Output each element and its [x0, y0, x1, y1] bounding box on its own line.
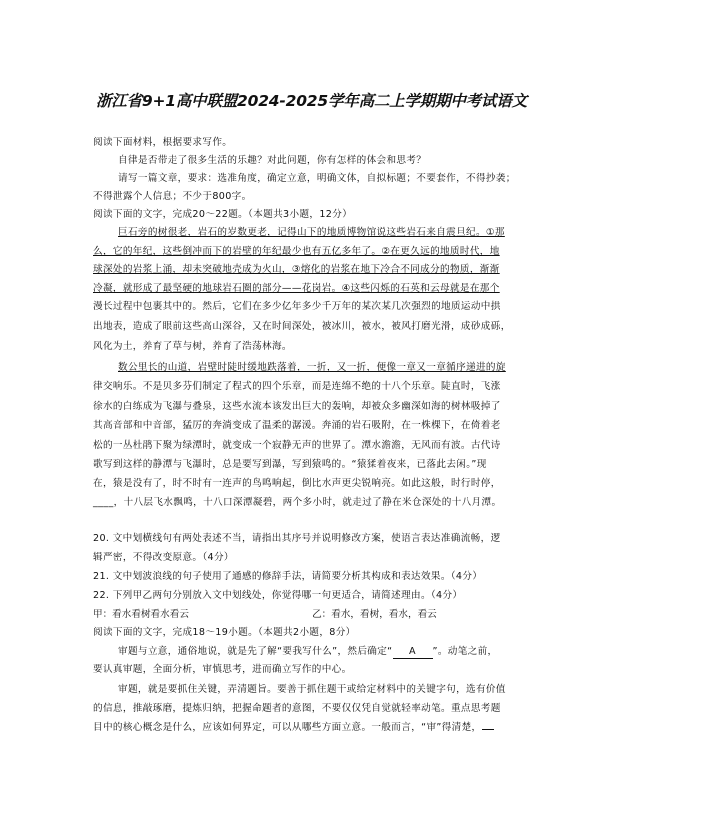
passage-line: 数公里长的山道，岩壁时陡时缓地跌落着，一折，又一折，便像一章又一章循序递进的旋 — [118, 362, 506, 373]
passage-2-line: 审题与立意，通俗地说，就是先了解“要我写什么”，然后确定“ A ”。动笔之前， — [118, 646, 498, 657]
question-22: 22. 下列甲乙两句分别放入文中划线处，你觉得哪一句更适合，请简述理由。（4分） — [93, 590, 463, 601]
section-instruction: 阅读下面的文字，完成20～22题。（本题共3小题，12分） — [93, 209, 353, 220]
question-20: 20. 文中划横线句有两处表述不当，请指出其序号并说明修改方案，使语言表达准确流畅，逻 — [93, 533, 501, 544]
passage-line: 漫长过程中包裹其中的。然后，它们在多少亿年多少千万年的某次某几次强烈的地质运动中拱 — [93, 301, 501, 312]
passage-2-line: 审题，就是要抓住关键，弄清题旨。要善于抓住题干或给定材料中的关键字句，选有价值 — [118, 684, 506, 695]
passage-line: 出地表，造成了眼前这些高山深谷，又在时间深处，被冰川，被水，被风打磨光滑，成砂成砾， — [93, 321, 511, 332]
section-instruction-2: 阅读下面的文字，完成18～19小题。（本题共2小题，8分） — [93, 627, 356, 638]
passage-line: 么，它的年纪，这些倒冲而下的岩壁的年纪最少也有五亿多年了。②在更久远的地质时代，地 — [93, 246, 500, 257]
passage-line: 巨石旁的树很老，岩石的岁数更老，记得山下的地质博物馆说这些岩石来自震旦纪。①那 — [118, 227, 505, 238]
passage-line: 歌写到这样的静潭与飞瀑时，总是要写到瀑，写到猿鸣的。“猿猱着夜来，已落此去闲。”现 — [93, 459, 487, 470]
trailing-blank — [482, 729, 494, 730]
option-yi: 乙：看水，看树，看水，看云 — [312, 609, 437, 620]
instruction-line: 阅读下面材料，根据要求写作。 — [93, 137, 233, 148]
question-21: 21. 文中划波浪线的句子使用了通感的修辞手法，请简要分析其构成和表达效果。（4分） — [93, 571, 483, 582]
passage-2-line: 目中的核心概念是什么，应该如何界定，可以从哪些方面立意。一般而言，“审”得清楚， — [93, 722, 494, 734]
option-jia: 甲：看水看树看水看云 — [93, 609, 189, 620]
essay-requirement-cont: 不得泄露个人信息；不少于800字。 — [93, 191, 252, 202]
passage-line: 冷凝，就形成了最坚硬的地球岩石圈的部分——花岗岩。④这些闪烁的石英和云母就是在那个 — [93, 283, 500, 294]
passage-line: 徐水的白练成为飞瀑与叠泉，这些水流本该发出巨大的轰响，却被众多幽深如海的树林吸掉了 — [93, 401, 501, 412]
passage-line: 在，猿是没有了，时不时有一连声的鸟鸣响起，倒比水声更尖锐响亮。如此这般，时行时停， — [93, 478, 501, 489]
passage-line: 其高音部和中音部，猛厉的奔淌变成了温柔的潺湲。奔涌的岩石吸附，在一株棵下，在倚着老 — [93, 420, 501, 431]
blank-a: A — [393, 646, 433, 659]
essay-requirement: 请写一篇文章，要求：选准角度，确定立意，明确文体，自拟标题；不要套作，不得抄袭； — [118, 173, 516, 184]
passage-line: 松的一丛杜鹃下聚为绿潭时，就变成一个寂静无声的世界了。潭水澹澹，无风而有波。古代诗 — [93, 440, 501, 451]
essay-prompt: 自律是否带走了很多生活的乐趣？对此问题，你有怎样的体会和思考？ — [118, 155, 427, 166]
passage-line: 球深处的岩浆上涌，却未突破地壳成为火山，③熔化的岩浆在地下冷合不同成分的物质，渐渐 — [93, 264, 500, 275]
passage-2-line: 的信息，推敲琢磨，提炼归纳，把握命题者的意图，不要仅仅凭自觉就轻率动笔。重点思考题 — [93, 703, 501, 714]
page-title: 浙江省9+1高中联盟2024-2025学年高二上学期期中考试语文 — [96, 92, 527, 110]
passage-line: 律交响乐。不是贝多芬们制定了程式的四个乐章，而是连绵不绝的十八个乐章。陡直时，飞涨 — [93, 381, 501, 392]
passage-line: ____，十八层飞水飘鸣，十八口深潭凝碧，两个多小时，就走过了静在米仓深处的十八月潭。 — [93, 497, 502, 508]
options-row — [93, 609, 437, 621]
question-20-cont: 辑严密，不得改变原意。（4分） — [93, 552, 234, 563]
passage-line: 风化为土，养育了草与树，养育了浩荡林海。 — [93, 341, 292, 352]
passage-2-line: 要认真审题，全面分析，审慎思考，进而确立写作的中心。 — [93, 664, 352, 675]
